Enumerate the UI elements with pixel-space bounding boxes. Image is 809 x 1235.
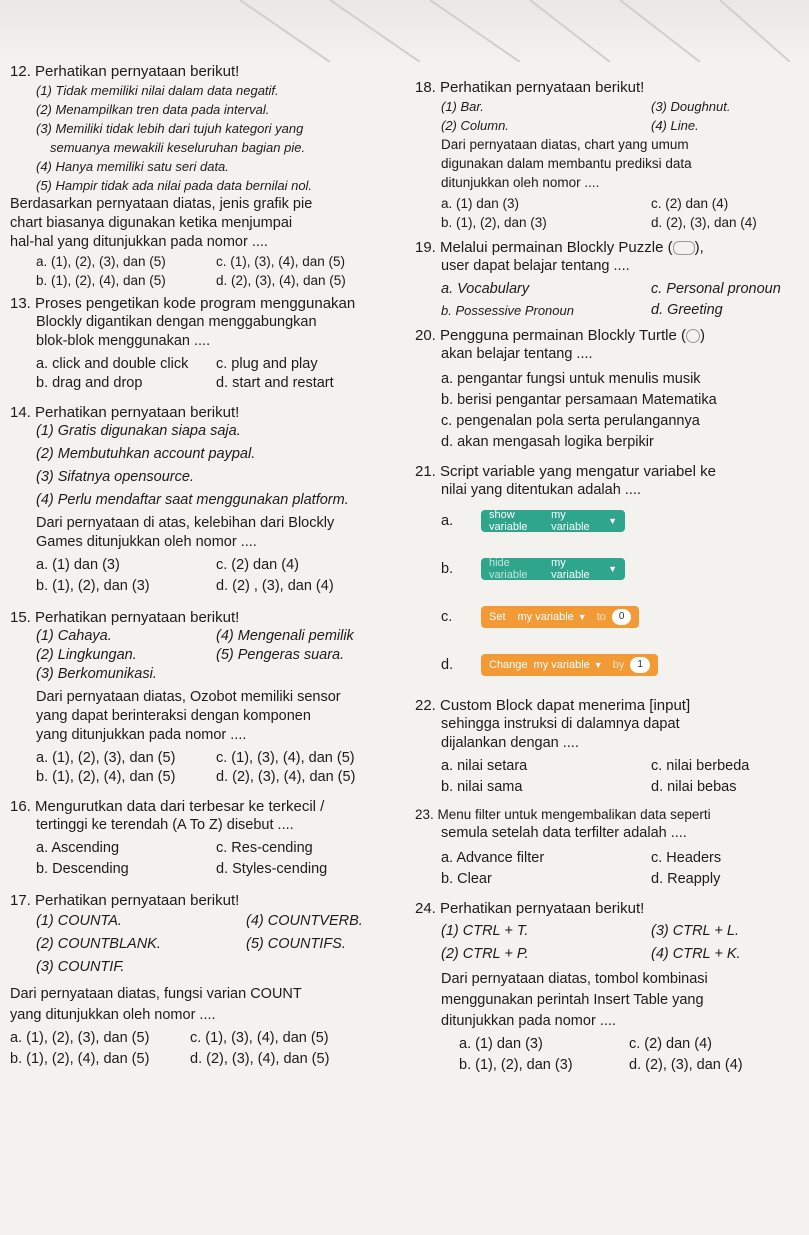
option-b[interactable]: b. (1), (2), dan (3) (36, 578, 150, 594)
option-a[interactable]: a. (1), (2), (3), dan (5) (10, 1030, 150, 1046)
statement: (3) Memiliki tidak lebih dari tujuh kategori yang (36, 121, 304, 136)
question-stem: 23. Menu filter untuk mengembalikan data seperti (415, 807, 711, 822)
option-c[interactable]: c. (2) dan (4) (216, 557, 299, 573)
option-b[interactable]: b. Clear (441, 871, 492, 887)
block-variable[interactable]: my variable (551, 509, 590, 533)
option-b[interactable] (415, 552, 803, 586)
option-a[interactable]: a. Advance filter (441, 850, 545, 866)
statement: (3) Berkomunikasi. (36, 666, 157, 682)
statement: (4) CTRL + K. (651, 946, 741, 962)
option-b[interactable]: b. (1), (2), (4), dan (5) (36, 273, 166, 288)
question-12 (10, 62, 402, 290)
paragraph: Dari pernyataan diatas, Ozobot memiliki sensor (36, 689, 341, 705)
block-text: hide variable (489, 557, 528, 581)
statement: (1) CTRL + T. (441, 923, 529, 939)
statement: (3) CTRL + L. (651, 923, 739, 939)
ruled-lines-decoration (0, 0, 809, 62)
option-b[interactable]: b. (1), (2), (4), dan (5) (10, 1051, 150, 1067)
statement: (2) Lingkungan. (36, 647, 137, 663)
paragraph: ditunjukkan oleh nomor .... (441, 175, 600, 190)
dropdown-arrow-icon[interactable]: ▼ (608, 516, 617, 526)
question-20 (415, 326, 803, 452)
block-connector: by (612, 659, 625, 671)
option-d[interactable]: d. start and restart (216, 375, 334, 391)
question-14 (10, 403, 402, 596)
block-text: show variable (489, 509, 528, 533)
question-stem: 13. Proses pengetikan kode program menggunakan (10, 295, 356, 312)
option-d[interactable]: d. (2), (3), (4), dan (5) (190, 1051, 330, 1067)
question-21 (415, 462, 803, 682)
option-a[interactable] (415, 504, 803, 538)
option-b[interactable]: b. (1), (2), (4), dan (5) (36, 769, 176, 785)
question-stem: akan belajar tentang .... (441, 346, 593, 362)
dropdown-arrow-icon[interactable]: ▼ (593, 660, 603, 670)
right-column (415, 79, 803, 1075)
question-stem: ) (700, 327, 705, 344)
question-stem: 16. Mengurutkan data dari terbesar ke terkecil / (10, 798, 325, 815)
dropdown-arrow-icon[interactable]: ▼ (577, 612, 587, 622)
statement: (1) Gratis digunakan siapa saja. (36, 423, 241, 439)
paragraph: menggunakan perintah Insert Table yang (441, 992, 704, 1008)
option-label: b. (441, 561, 454, 577)
statement: (1) Cahaya. (36, 628, 112, 644)
question-17 (10, 891, 402, 1069)
paragraph: Dari pernyataan diatas, tombol kombinasi (441, 971, 708, 987)
paragraph: Dari pernyataan di atas, kelebihan dari Blockly (36, 515, 335, 531)
block-value[interactable]: 0 (612, 609, 632, 625)
statement: (4) Mengenali pemilik (216, 628, 354, 644)
option-b[interactable]: b. drag and drop (36, 375, 143, 391)
option-a[interactable]: a. click and double click (36, 356, 189, 372)
option-d[interactable]: d. Styles-cending (216, 861, 328, 877)
option-a[interactable]: a. (1), (2), (3), dan (5) (36, 254, 166, 269)
option-d[interactable] (415, 648, 803, 682)
option-d[interactable]: d. (2), (3), dan (4) (651, 215, 757, 230)
option-d[interactable]: d. nilai bebas (651, 779, 737, 795)
option-c[interactable]: c. (1), (3), (4), dan (5) (216, 750, 355, 766)
option-d[interactable]: d. Greeting (651, 302, 723, 318)
paragraph: Dari pernyataan diatas, chart yang umum (441, 137, 689, 152)
statement: (4) Hanya memiliki satu seri data. (36, 159, 229, 174)
paragraph: Dari pernyataan diatas, fungsi varian COUNT (10, 986, 302, 1002)
option-b[interactable]: b. (1), (2), dan (3) (441, 215, 547, 230)
paragraph: yang dapat berinteraksi dengan komponen (36, 708, 311, 724)
question-stem: blok-blok menggunakan .... (36, 333, 211, 349)
question-stem: 18. Perhatikan pernyataan berikut! (415, 79, 645, 96)
turtle-icon (686, 329, 700, 343)
option-c[interactable]: c. nilai berbeda (651, 758, 750, 774)
question-stem: 22. Custom Block dapat menerima [input] (415, 697, 691, 714)
option-c[interactable]: c. (2) dan (4) (629, 1036, 712, 1052)
option-label: a. (441, 513, 454, 529)
option-a[interactable]: a. pengantar fungsi untuk menulis musik (441, 371, 701, 387)
question-stem: 15. Perhatikan pernyataan berikut! (10, 609, 240, 626)
option-d[interactable]: d. (2), (3), (4), dan (5) (216, 769, 356, 785)
option-c[interactable]: c. Res-cending (216, 840, 313, 856)
block-variable[interactable]: my variable (551, 557, 590, 581)
paragraph: digunakan dalam membantu prediksi data (441, 156, 692, 171)
question-stem: 19. Melalui permainan Blockly Puzzle ( (415, 239, 673, 256)
puzzle-icon (673, 241, 695, 255)
option-c[interactable]: c. (1), (3), (4), dan (5) (190, 1030, 329, 1046)
statement: (3) Sifatnya opensource. (36, 469, 194, 485)
statement: (4) Line. (651, 118, 699, 133)
statement: (1) Bar. (441, 99, 484, 114)
option-a[interactable]: a. nilai setara (441, 758, 528, 774)
block-connector: to (596, 611, 606, 623)
option-c[interactable] (415, 600, 803, 634)
statement: (5) Pengeras suara. (216, 647, 345, 663)
option-d[interactable]: d. (2) , (3), dan (4) (216, 578, 334, 594)
dropdown-arrow-icon[interactable]: ▼ (608, 564, 617, 574)
question-stem: dijalankan dengan .... (441, 735, 579, 751)
paragraph: Berdasarkan pernyataan diatas, jenis grafik pie (10, 196, 313, 212)
option-d[interactable]: d. (2), (3), (4), dan (5) (216, 273, 346, 288)
statement: (5) Hampir tidak ada nilai pada data bernilai nol. (36, 178, 313, 193)
question-19 (415, 238, 803, 320)
question-23 (415, 805, 803, 889)
question-stem: semula setelah data terfilter adalah .... (441, 825, 687, 841)
block-text: Change (489, 659, 528, 671)
option-b[interactable]: b. (1), (2), dan (3) (459, 1057, 573, 1073)
show-variable-block[interactable] (481, 510, 625, 532)
statement: (1) Tidak memiliki nilai dalam data negatif. (36, 83, 279, 98)
question-stem: 14. Perhatikan pernyataan berikut! (10, 404, 240, 421)
statement: (5) COUNTIFS. (246, 936, 346, 952)
statement: (1) COUNTA. (36, 913, 122, 929)
option-c[interactable]: c. (1), (3), (4), dan (5) (216, 254, 346, 269)
paragraph: yang ditunjukkan pada nomor .... (36, 727, 247, 743)
question-stem: user dapat belajar tentang .... (441, 258, 630, 274)
statement: (3) COUNTIF. (36, 959, 125, 975)
option-a[interactable]: a. Ascending (36, 840, 120, 856)
paragraph: Games ditunjukkan oleh nomor .... (36, 534, 257, 550)
statement: (2) Membutuhkan account paypal. (36, 446, 256, 462)
statement: (2) Menampilkan tren data pada interval. (36, 102, 270, 117)
set-variable-block[interactable] (481, 606, 639, 628)
change-variable-block[interactable] (481, 654, 658, 676)
block-variable[interactable]: my variable (533, 659, 590, 671)
question-stem: 17. Perhatikan pernyataan berikut! (10, 892, 240, 909)
question-stem: 24. Perhatikan pernyataan berikut! (415, 900, 645, 917)
option-label: c. (441, 609, 453, 625)
option-d[interactable]: d. (2), (3), dan (4) (629, 1057, 743, 1073)
page-top-background (0, 0, 809, 62)
question-stem: sehingga instruksi di dalamnya dapat (441, 716, 680, 732)
question-stem: 21. Script variable yang mengatur variabel ke (415, 463, 716, 480)
question-15 (10, 608, 402, 787)
option-b[interactable]: b. Possessive Pronoun (441, 303, 574, 318)
statement: semuanya mewakili keseluruhan bagian pie. (50, 140, 306, 155)
statement: (3) Doughnut. (651, 99, 731, 114)
question-stem: 12. Perhatikan pernyataan berikut! (10, 63, 240, 80)
statement: (2) COUNTBLANK. (36, 936, 161, 952)
paragraph: ditunjukkan pada nomor .... (441, 1013, 616, 1029)
paragraph: hal-hal yang ditunjukkan pada nomor .... (10, 234, 268, 250)
statement: (4) Perlu mendaftar saat menggunakan platform. (36, 492, 349, 508)
option-c[interactable]: c. pengenalan pola serta perulangannya (441, 413, 700, 429)
option-a[interactable]: a. Vocabulary (441, 281, 530, 297)
option-a[interactable]: a. (1) dan (3) (459, 1036, 543, 1052)
hide-variable-block[interactable] (481, 558, 625, 580)
option-label: d. (441, 657, 454, 673)
question-18 (415, 78, 803, 232)
option-d[interactable]: d. akan mengasah logika berpikir (441, 434, 654, 450)
statement: (2) Column. (441, 118, 509, 133)
question-stem: tertinggi ke terendah (A To Z) disebut .... (36, 817, 294, 833)
option-a[interactable]: a. (1) dan (3) (441, 196, 520, 211)
paragraph: chart biasanya digunakan ketika menjumpai (10, 215, 293, 231)
question-24 (415, 899, 803, 1075)
question-16 (10, 797, 402, 879)
left-column (10, 62, 402, 1069)
question-13 (10, 294, 402, 393)
option-c[interactable]: c. Headers (651, 850, 722, 866)
option-c[interactable]: c. plug and play (216, 356, 318, 372)
option-c[interactable]: c. Personal pronoun (651, 281, 781, 297)
paragraph: yang ditunjukkan oleh nomor .... (10, 1007, 216, 1023)
option-d[interactable]: d. Reapply (651, 871, 721, 887)
statement: (2) CTRL + P. (441, 946, 529, 962)
option-b[interactable]: b. berisi pengantar persamaan Matematika (441, 392, 717, 408)
question-stem: Blockly digantikan dengan menggabungkan (36, 314, 317, 330)
statement: (4) COUNTVERB. (246, 913, 363, 929)
question-stem: ), (694, 239, 704, 256)
block-variable[interactable]: my variable (517, 611, 574, 623)
question-stem: 20. Pengguna permainan Blockly Turtle ( (415, 327, 686, 344)
block-text: Set (489, 611, 506, 623)
question-22 (415, 696, 803, 797)
option-a[interactable]: a. (1), (2), (3), dan (5) (36, 750, 176, 766)
question-stem: nilai yang ditentukan adalah .... (441, 482, 641, 498)
option-b[interactable]: b. Descending (36, 861, 129, 877)
block-value[interactable]: 1 (630, 657, 650, 673)
option-b[interactable]: b. nilai sama (441, 779, 523, 795)
option-c[interactable]: c. (2) dan (4) (651, 196, 729, 211)
option-a[interactable]: a. (1) dan (3) (36, 557, 120, 573)
